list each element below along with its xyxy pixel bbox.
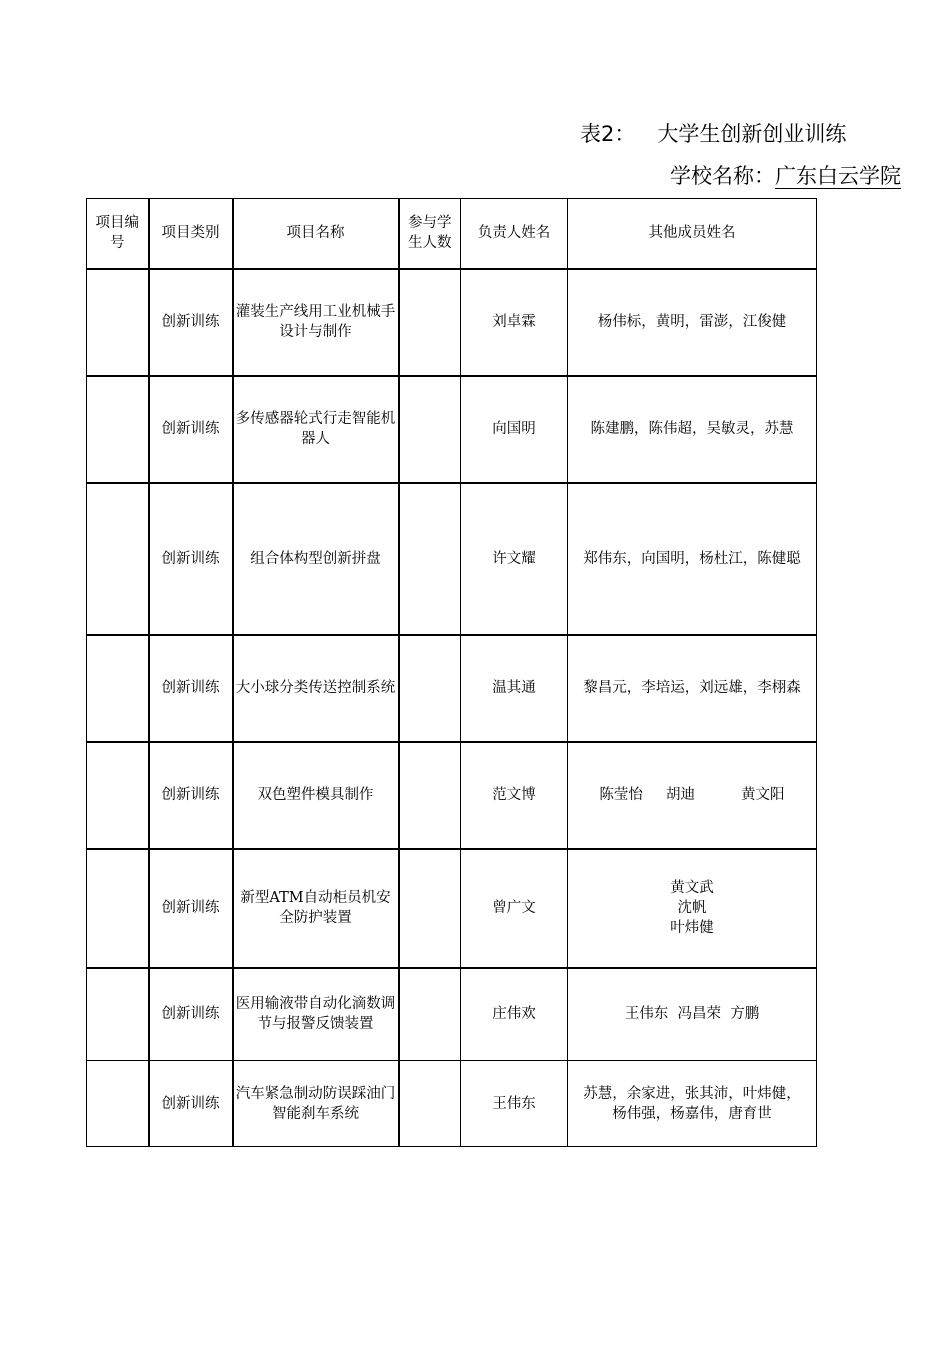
cell-id xyxy=(87,849,149,968)
cell-category: 创新训练 xyxy=(149,742,233,849)
cell-id xyxy=(87,483,149,635)
cell-leader: 向国明 xyxy=(461,376,568,483)
cell-leader: 范文博 xyxy=(461,742,568,849)
cell-category: 创新训练 xyxy=(149,376,233,483)
school-name: 广东白云学院 xyxy=(775,164,901,188)
header-count: 参与学生人数 xyxy=(399,199,461,269)
member-line: 苏慧，余家进，张其沛，叶炜健， xyxy=(583,1085,801,1102)
header-id: 项目编号 xyxy=(87,199,149,269)
member-line: 陈莹怡 胡迪 黄文阳 xyxy=(599,787,785,803)
cell-members xyxy=(568,968,817,1061)
table-title xyxy=(580,118,846,148)
header-name: 项目名称 xyxy=(233,199,399,269)
member-line: 沈帆 xyxy=(677,900,707,916)
cell-leader: 王伟东 xyxy=(461,1061,568,1147)
cell-category: 创新训练 xyxy=(149,483,233,635)
header-leader: 负责人姓名 xyxy=(461,199,568,269)
cell-name: 医用输液带自动化滴数调节与报警反馈装置 xyxy=(233,968,399,1061)
cell-members xyxy=(568,269,817,376)
table-row xyxy=(87,849,817,968)
cell-category: 创新训练 xyxy=(149,635,233,742)
cell-category: 创新训练 xyxy=(149,968,233,1061)
cell-name: 大小球分类传送控制系统 xyxy=(233,635,399,742)
table-row xyxy=(87,376,817,483)
cell-id xyxy=(87,742,149,849)
table-row xyxy=(87,742,817,849)
member-line: 杨伟强，杨嘉伟，唐育世 xyxy=(612,1105,772,1122)
cell-leader: 刘卓霖 xyxy=(461,269,568,376)
cell-name: 多传感器轮式行走智能机器人 xyxy=(233,376,399,483)
member-line: 叶炜健 xyxy=(670,920,714,936)
cell-name: 双色塑件模具制作 xyxy=(233,742,399,849)
member-line: 黄文武 xyxy=(670,880,714,896)
title-text: 大学生创新创业训练 xyxy=(657,122,847,146)
cell-members xyxy=(568,635,817,742)
cell-count xyxy=(399,968,461,1061)
cell-leader: 曾广文 xyxy=(461,849,568,968)
cell-leader: 庄伟欢 xyxy=(461,968,568,1061)
header-category: 项目类别 xyxy=(149,199,233,269)
cell-id xyxy=(87,269,149,376)
cell-id xyxy=(87,968,149,1061)
cell-leader: 温其通 xyxy=(461,635,568,742)
school-line xyxy=(670,160,901,190)
cell-category: 创新训练 xyxy=(149,1061,233,1147)
member-line: 杨伟标，黄明，雷澎，江俊健 xyxy=(597,314,787,330)
cell-leader: 许文耀 xyxy=(461,483,568,635)
header-row xyxy=(87,199,817,269)
cell-members xyxy=(568,483,817,635)
cell-id xyxy=(87,1061,149,1147)
cell-id xyxy=(87,376,149,483)
cell-count xyxy=(399,849,461,968)
member-line: 陈建鹏，陈伟超，吴敏灵，苏慧 xyxy=(590,421,794,437)
cell-category: 创新训练 xyxy=(149,849,233,968)
table-row xyxy=(87,269,817,376)
member-line: 黎昌元，李培运，刘远雄，李栩森 xyxy=(583,680,801,696)
table-row xyxy=(87,1061,817,1147)
cell-members xyxy=(568,1061,817,1147)
cell-id xyxy=(87,635,149,742)
cell-name: 灌装生产线用工业机械手设计与制作 xyxy=(233,269,399,376)
cell-members xyxy=(568,742,817,849)
cell-name: 新型ATM自动柜员机安全防护装置 xyxy=(233,849,399,968)
cell-count xyxy=(399,376,461,483)
member-line: 郑伟东，向国明，杨杜江，陈健聪 xyxy=(583,550,801,567)
table-number: 表2： xyxy=(580,122,636,146)
cell-count xyxy=(399,269,461,376)
cell-category: 创新训练 xyxy=(149,269,233,376)
cell-count xyxy=(399,483,461,635)
member-line: 王伟东 冯昌荣 方鹏 xyxy=(624,1006,760,1023)
cell-count xyxy=(399,1061,461,1147)
table-row xyxy=(87,635,817,742)
table-row xyxy=(87,968,817,1061)
projects-table xyxy=(86,198,817,1147)
cell-members xyxy=(568,849,817,968)
cell-count xyxy=(399,635,461,742)
cell-name: 汽车紧急制动防误踩油门智能刹车系统 xyxy=(233,1061,399,1147)
header-members: 其他成员姓名 xyxy=(568,199,817,269)
cell-name: 组合体构型创新拼盘 xyxy=(233,483,399,635)
school-label: 学校名称： xyxy=(670,164,775,188)
cell-members xyxy=(568,376,817,483)
cell-count xyxy=(399,742,461,849)
table-row xyxy=(87,483,817,635)
